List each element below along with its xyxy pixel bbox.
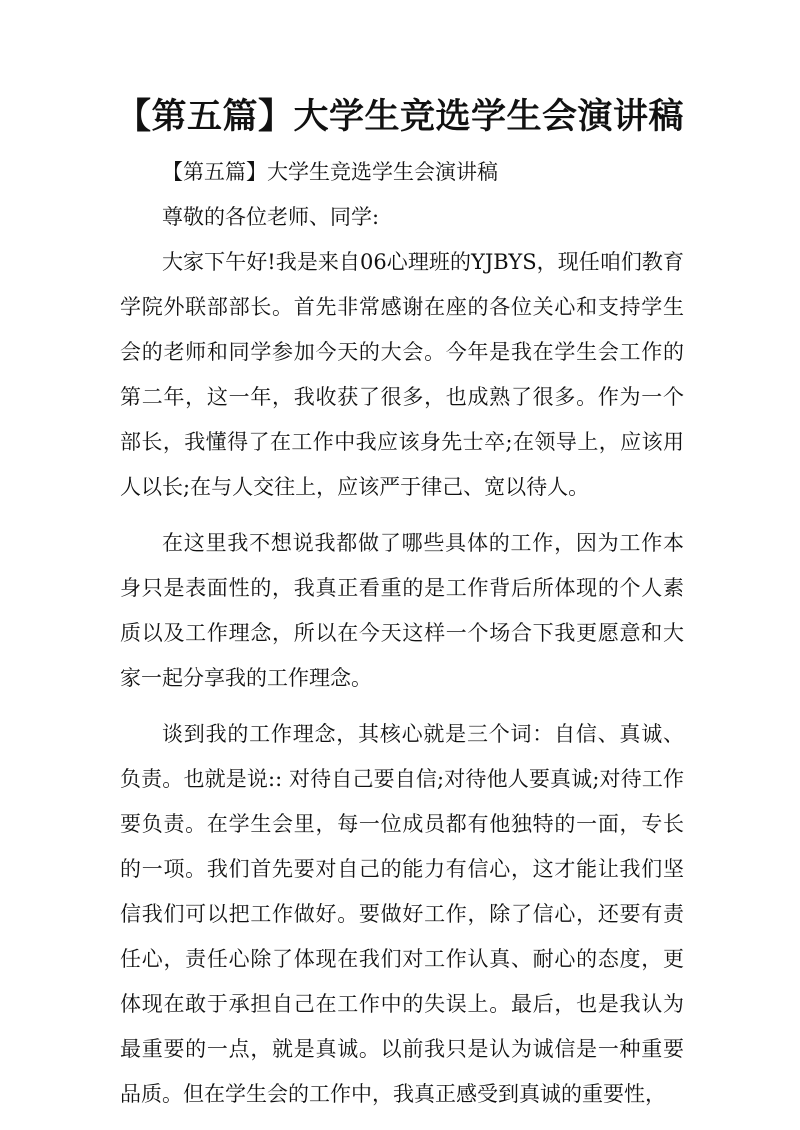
document-title: 【第五篇】大学生竞选学生会演讲稿 (115, 96, 684, 137)
paragraph-salutation: 尊敬的各位老师、同学: (162, 205, 380, 229)
document-body (120, 150, 684, 1117)
paragraph-introduction: 大家下午好!我是来自06心理班的YJBYS，现任咱们教育学院外联部部长。首先非常感谢在座的各位关心和支持学生会的老师和同学参加今天的大会。今年是我在学生会工作的第二年，这一年，我收获了很多，也成熟了很多。作为一个部长，我懂得了在工作中我应该身先士卒;在领导上，应该用人以长;在与人交往上，应该严于律己、宽以待人。 (120, 250, 684, 499)
paragraph-core-ideas: 谈到我的工作理念，其核心就是三个词：自信、真诚、负责。也就是说:: 对待自己要自信;对待他人要真诚;对待工作要负责。在学生会里，每一位成员都有他独特的一面，专长的一项。我们首先要对自己的能力有信心，这才能让我们坚信我们可以把工作做好。要做好工作，除了信心，还要有责任心，责任心除了体现在我们对工作认真、耐心的态度，更体现在敢于承担自己在工作中的失误上。最后，也是我认为最重要的一点，就是真诚。以前我只是认为诚信是一种重要品质。但在学生会的工作中，我真正感受到真诚的重要性， (120, 722, 684, 1106)
paragraph-work-values: 在这里我不想说我都做了哪些具体的工作，因为工作本身只是表面性的，我真正看重的是工作背后所体现的个人素质以及工作理念，所以在今天这样一个场合下我更愿意和大家一起分享我的工作理念。 (120, 531, 684, 690)
paragraph-heading: 【第五篇】大学生竞选学生会演讲稿 (162, 160, 498, 184)
